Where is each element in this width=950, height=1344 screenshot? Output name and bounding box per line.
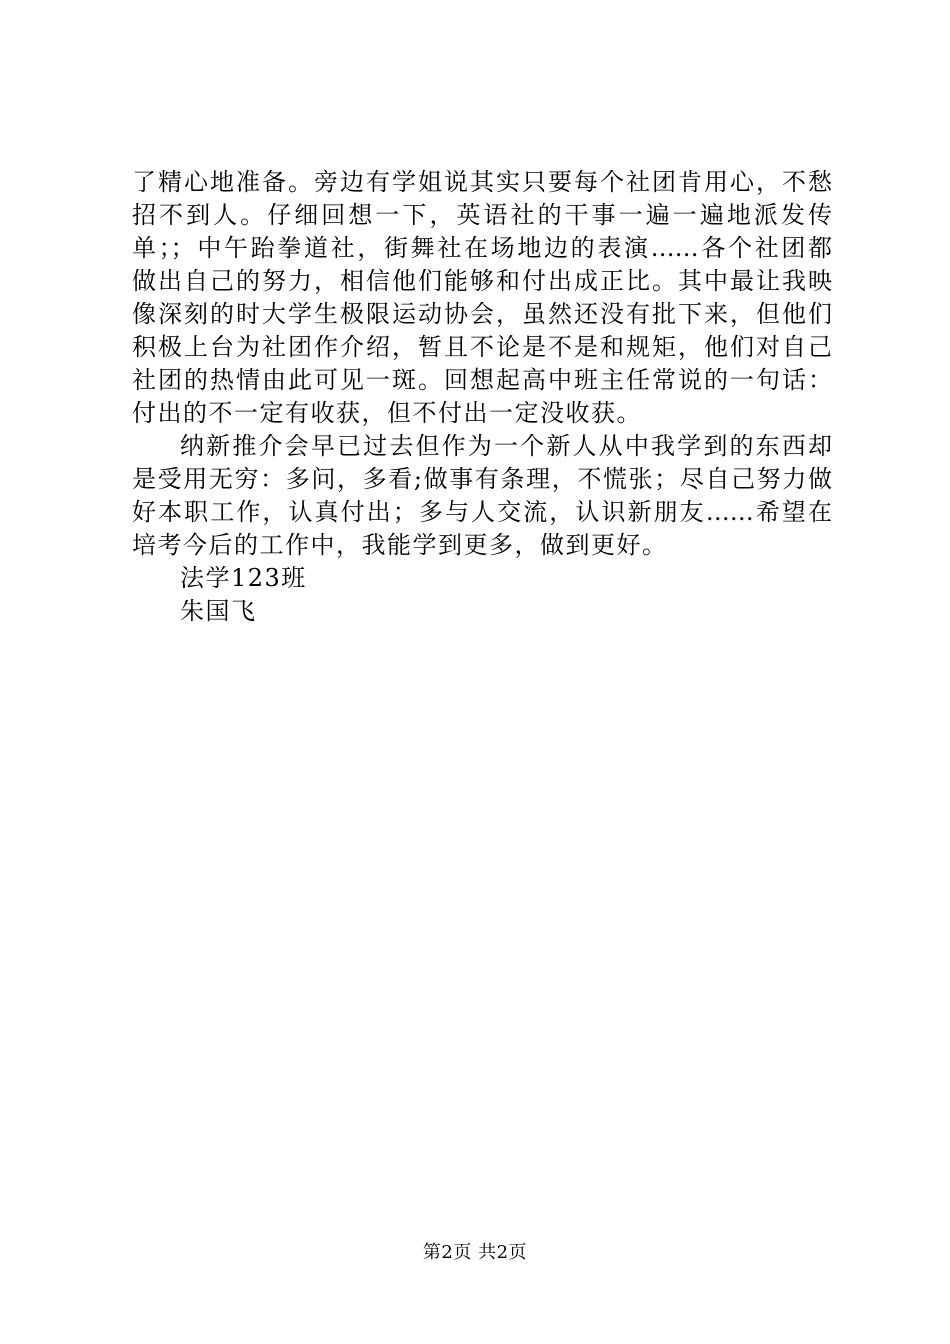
text-line: 单；；中午跆拳道社，街舞社在场地边的表演……各个社团都	[132, 234, 832, 262]
document-body	[132, 166, 832, 628]
text-line: 付出的不一定有收获，但不付出一定没收获。	[132, 399, 642, 427]
text-line: 是受用无穷：多问，多看;做事有条理，不慌张；尽自己努力做	[132, 465, 832, 493]
text-line: 培考今后的工作中，我能学到更多，做到更好。	[132, 531, 668, 559]
text-line: 了精心地准备。旁边有学姐说其实只要每个社团肯用心，不愁	[132, 168, 832, 196]
page-number-footer: 第2页 共2页	[422, 1242, 528, 1263]
text-line: 做出自己的努力，相信他们能够和付出成正比。其中最让我映	[132, 267, 832, 295]
text-line: 招不到人。仔细回想一下，英语社的干事一遍一遍地派发传	[132, 201, 832, 229]
text-line: 积极上台为社团作介绍，暂且不论是不是和规矩，他们对自己	[132, 333, 832, 361]
text-line: 社团的热情由此可见一斑。回想起高中班主任常说的一句话：	[132, 366, 832, 394]
text-line: 好本职工作，认真付出；多与人交流，认识新朋友……希望在	[132, 498, 832, 526]
text-line: 像深刻的时大学生极限运动协会，虽然还没有批下来，但他们	[132, 300, 832, 328]
signature-name: 朱国飞	[180, 597, 257, 625]
text-line: 纳新推介会早已过去但作为一个新人从中我学到的东西却	[180, 432, 832, 460]
paragraph-2	[132, 430, 832, 562]
paragraph-1	[132, 166, 832, 430]
signature-class: 法学123班	[180, 564, 307, 592]
